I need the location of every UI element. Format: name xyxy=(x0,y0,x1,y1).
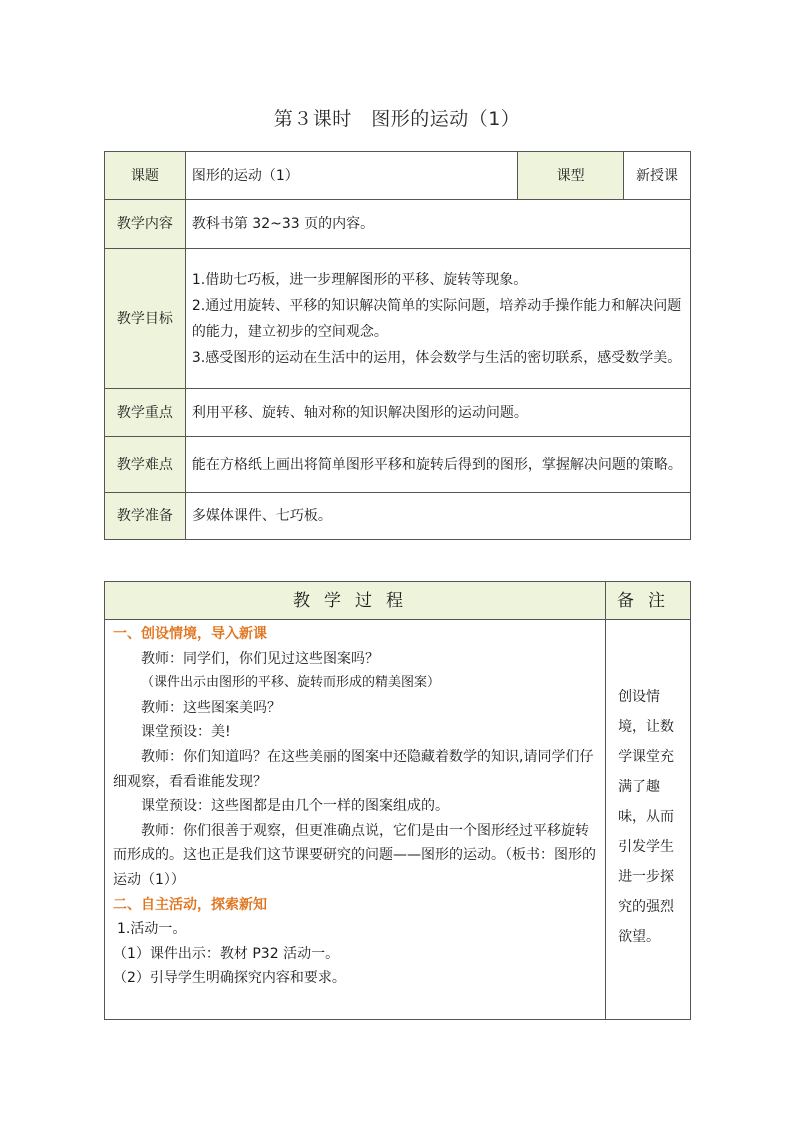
goals-label: 教学目标 xyxy=(105,249,186,389)
process-line: 教师：这些图案美吗？ xyxy=(141,699,281,716)
process-line: （课件出示由图形的平移、旋转而形成的精美图案） xyxy=(141,675,441,691)
goal-item: 1.借助七巧板，进一步理解图形的平移、旋转等现象。 xyxy=(191,271,528,288)
process-line: （2）引导学生明确探究内容和要求。 xyxy=(113,970,346,987)
process-line: （1）课件出示：教材 P32 活动一。 xyxy=(113,945,340,962)
process-content xyxy=(105,620,606,1020)
content-label: 教学内容 xyxy=(105,200,186,249)
process-line: 教师：你们很善于观察，但更准确点说，它们是由一个图形经过平移旋转而形成的。这也正是我们这节课要研究的问题——图形的运动。（板书：图形的运动（1）） xyxy=(113,822,596,888)
notes-header: 备注 xyxy=(606,582,691,620)
type-label: 课型 xyxy=(518,152,624,200)
content-value: 教科书第 32~33 页的内容。 xyxy=(185,200,690,249)
page-title: 第３课时 图形的运动（1） xyxy=(273,108,521,130)
row-key-points xyxy=(105,389,691,437)
prep-value: 多媒体课件、七巧板。 xyxy=(185,493,690,540)
teaching-process-table xyxy=(104,581,691,1020)
goal-item: 2.通过用旋转、平移的知识解决简单的实际问题，培养动手操作能力和解决问题的能力，建立初步的空间观念。 xyxy=(191,297,682,340)
prep-label: 教学准备 xyxy=(105,493,186,540)
row-goals xyxy=(105,249,691,389)
process-line: 课堂预设：这些图都是由几个一样的图案组成的。 xyxy=(141,798,449,815)
topic-label: 课题 xyxy=(105,152,186,200)
key-label: 教学重点 xyxy=(105,389,186,437)
row-difficulty xyxy=(105,437,691,493)
process-line: 1.活动一。 xyxy=(117,921,187,938)
lesson-info-table xyxy=(104,151,691,540)
row-topic xyxy=(105,152,691,200)
process-line: 教师：你们知道吗？在这些美丽的图案中还隐藏着数学的知识,请同学们仔细观察，看看谁能发现？ xyxy=(113,748,594,790)
section-heading: 一、创设情境，导入新课 xyxy=(113,626,267,642)
section-heading: 二、自主活动，探索新知 xyxy=(113,896,267,913)
difficulty-value: 能在方格纸上画出将简单图形平移和旋转后得到的图形，掌握解决问题的策略。 xyxy=(185,437,690,493)
process-line: 教师：同学们，你们见过这些图案吗？ xyxy=(141,650,379,667)
type-value: 新授课 xyxy=(624,152,691,200)
key-value: 利用平移、旋转、轴对称的知识解决图形的运动问题。 xyxy=(185,389,690,437)
row-content xyxy=(105,200,691,249)
difficulty-label: 教学难点 xyxy=(105,437,186,493)
goals-value xyxy=(185,249,690,389)
process-header-row xyxy=(105,582,691,620)
topic-value: 图形的运动（1） xyxy=(185,152,517,200)
process-header: 教学过程 xyxy=(105,582,606,620)
process-line: 课堂预设：美! xyxy=(141,724,231,741)
notes-content xyxy=(606,620,691,1020)
process-body-row xyxy=(105,620,691,1020)
note-text: 创设情境，让数学课堂充满了趣味，从而引发学生进一步探究的强烈欲望。 xyxy=(618,689,675,945)
row-preparation xyxy=(105,493,691,540)
goal-item: 3.感受图形的运动在生活中的运用，体会数学与生活的密切联系，感受数学美。 xyxy=(191,349,682,366)
